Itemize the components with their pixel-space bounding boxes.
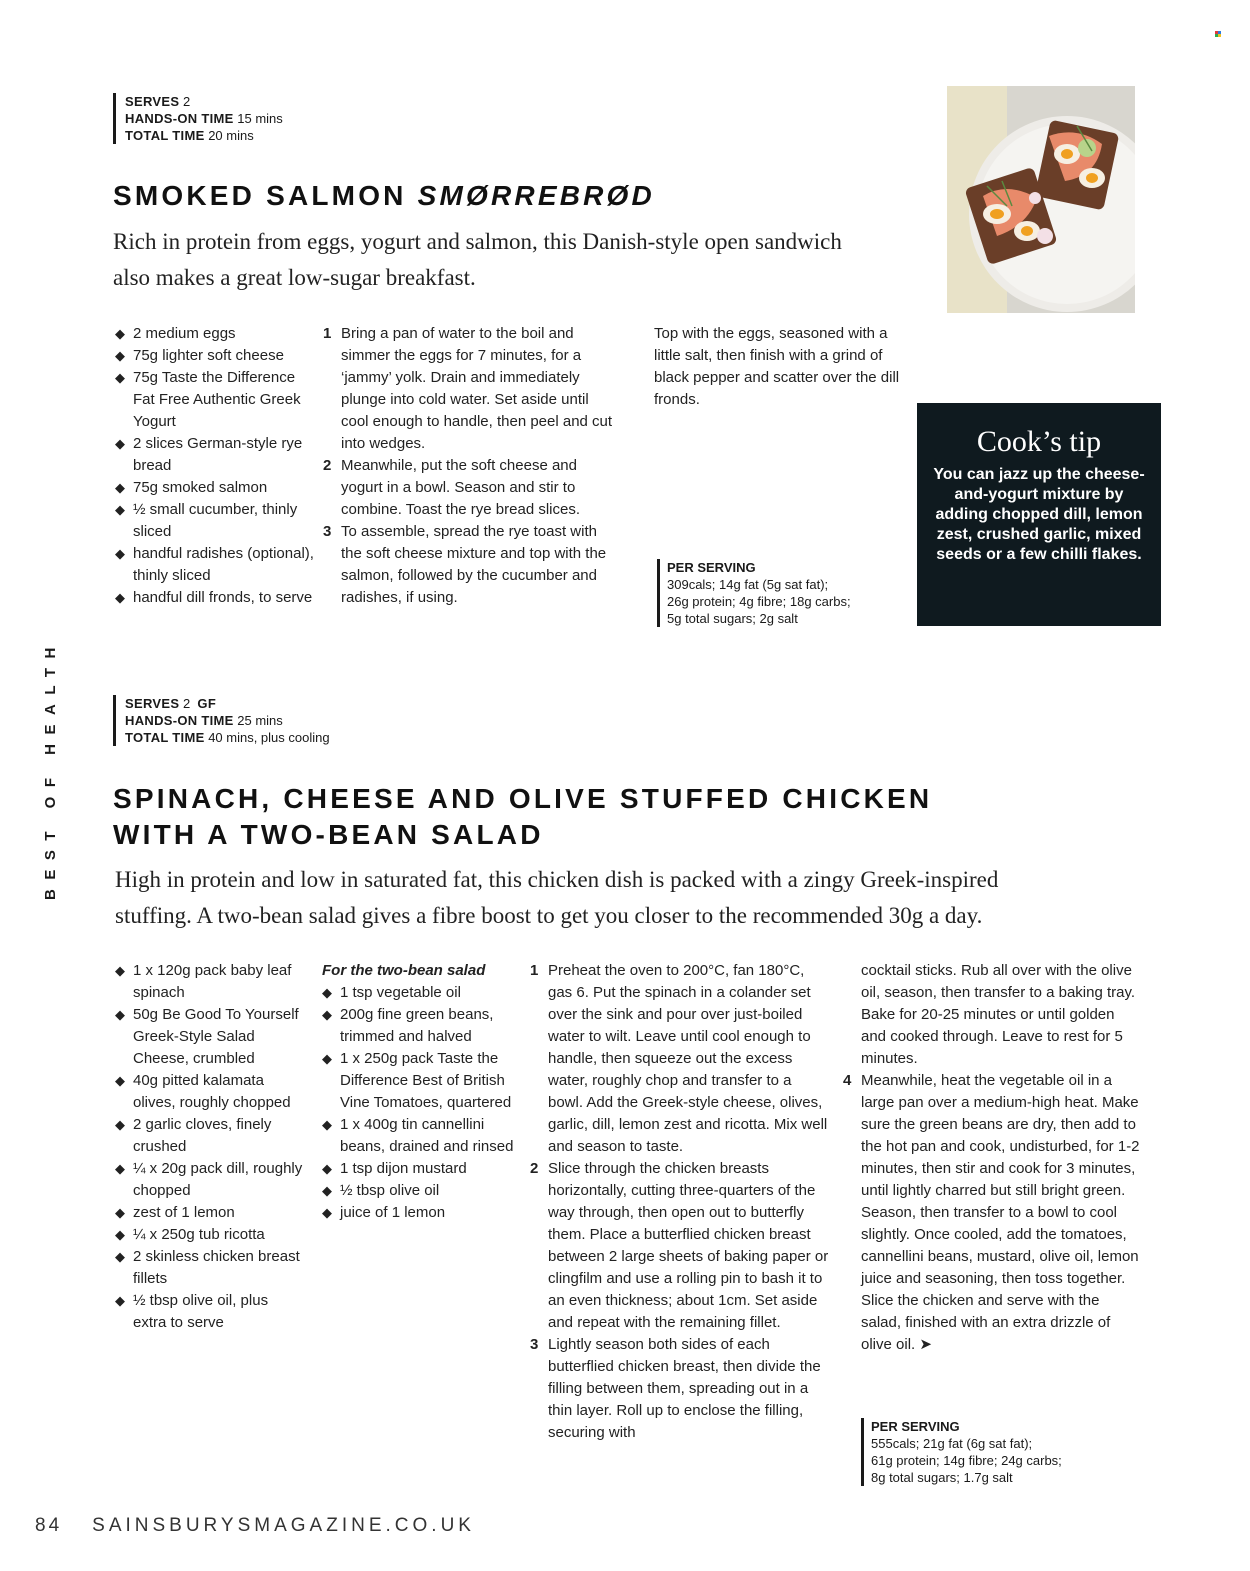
section-label: BEST OF HEALTH <box>42 638 59 900</box>
ingredient: ◆ handful dill fronds, to serve <box>115 587 315 609</box>
recipe2-salad-ingredients <box>322 960 517 1224</box>
method-step: 1 Preheat the oven to 200°C, fan 180°C, gas 6. Put the spinach in a colander set over the sink and pour over just-boiled water to wilt. Leave until cool enough to handle, then squeeze out the excess water, roughly chop and transfer to a bowl. Add the Greek-style cheese, olives, garlic, dill, lemon zest and ricotta. Mix well and season to taste. <box>530 962 828 1155</box>
method-step: 2 Slice through the chicken breasts horizontally, cutting three-quarters of the way through, then open out to butterfly them. Place a butterflied chicken breast between 2 large sheets of baking paper or clingfilm and use a rolling pin to bash it to an even thickness; about 1cm. Set aside and repeat with the remaining fillet. <box>530 1160 829 1331</box>
ingredient: ◆ ½ tbsp olive oil, plus extra to serve <box>115 1290 305 1334</box>
ingredient: ◆ ¼ x 250g tub ricotta <box>115 1224 305 1246</box>
continue-arrow-icon: ➤ <box>919 1336 932 1353</box>
ingredient: ◆ 1 tsp dijon mustard <box>322 1158 517 1180</box>
salad-heading: For the two-bean salad <box>322 962 486 979</box>
recipe1-meta: SERVES 2 HANDS-ON TIME 15 mins TOTAL TIME 20 mins <box>113 93 283 144</box>
ingredient: ◆ 75g Taste the Difference Fat Free Authentic Greek Yogurt <box>115 367 315 433</box>
ingredient: ◆ 2 slices German-style rye bread <box>115 433 315 477</box>
multicolor-dot-icon <box>1215 31 1221 37</box>
ingredient: ◆ 1 x 400g tin cannellini beans, drained and rinsed <box>322 1114 517 1158</box>
ingredient: ◆ 200g fine green beans, trimmed and halved <box>322 1004 517 1048</box>
ingredient: ◆ 75g smoked salmon <box>115 477 315 499</box>
recipe2-title: SPINACH, CHEESE AND OLIVE STUFFED CHICKEN WITH A TWO-BEAN SALAD <box>113 783 933 850</box>
ingredient: ◆ 2 skinless chicken breast fillets <box>115 1246 305 1290</box>
ingredient: ◆ 2 garlic cloves, finely crushed <box>115 1114 305 1158</box>
recipe2-method-continued: cocktail sticks. Rub all over with the olive oil, season, then transfer to a baking tray. Bake for 20-25 minutes or until golden and cooked through. Leave to rest for 5 minutes. 4 Meanwhile, heat the vegetable oil in a large pan over a medium-high heat. Make sure the green beans are dry, then add to the hot pan and cook, undisturbed, for 1-2 minutes, then stir and cook for 3 minutes, until lightly charred but still bright green. Season, then transfer to a bowl to cool slightly. Once cooled, add the tomatoes, cannellini beans, mustard, olive oil, lemon juice and seasoning, then toss together. Slice the chicken and serve with the salad, finished with an extra drizzle of olive oil. ➤ <box>843 960 1143 1356</box>
ingredient: ◆ juice of 1 lemon <box>322 1202 517 1224</box>
method-step: 3 Lightly season both sides of each butterflied chicken breast, then divide the filling between them, spreading out in a thin layer. Roll up to enclose the filling, securing with <box>530 1336 821 1441</box>
ingredient: ◆ 1 x 250g pack Taste the Difference Best of British Vine Tomatoes, quartered <box>322 1048 517 1114</box>
ingredient: ◆ 50g Be Good To Yourself Greek-Style Salad Cheese, crumbled <box>115 1004 305 1070</box>
method-step: 4 Meanwhile, heat the vegetable oil in a large pan over a medium-high heat. Make sure the green beans are dry, then add to the hot pan and cook, undisturbed, for 1-2 minutes, then stir and cook for 3 minutes, until lightly charred but still bright green. Season, then transfer to a bowl to cool slightly. Once cooled, add the tomatoes, cannellini beans, mustard, olive oil, lemon juice and seasoning, then toss together. Slice the chicken and serve with the salad, finished with an extra drizzle of olive oil. ➤ <box>843 1072 1140 1353</box>
ingredient: ◆ ½ small cucumber, thinly sliced <box>115 499 315 543</box>
page-footer <box>35 1515 475 1537</box>
ingredient: ◆ 75g lighter soft cheese <box>115 345 315 367</box>
recipe2-nutrition: PER SERVING 555cals; 21g fat (6g sat fat); 61g protein; 14g fibre; 24g carbs; 8g total sugars; 1.7g salt <box>861 1418 1062 1486</box>
recipe1-ingredients <box>115 323 315 609</box>
recipe2-meta: SERVES 2 GF HANDS-ON TIME 25 mins TOTAL TIME 40 mins, plus cooling <box>113 695 330 746</box>
ingredient: ◆ ½ tbsp olive oil <box>322 1180 517 1202</box>
method-step: 1 Bring a pan of water to the boil and simmer the eggs for 7 minutes, for a ‘jammy’ yolk. Drain and immediately plunge into cold water. Set aside until cool enough to handle, then peel and cut into wedges. <box>323 325 613 452</box>
recipe2-method <box>530 960 830 1444</box>
ingredient: ◆ handful radishes (optional), thinly sliced <box>115 543 315 587</box>
recipe1-nutrition: PER SERVING 309cals; 14g fat (5g sat fat); 26g protein; 4g fibre; 18g carbs; 5g total sugars; 2g salt <box>657 559 851 627</box>
recipe1-intro: Rich in protein from eggs, yogurt and salmon, this Danish-style open sandwich also makes a great low-sugar breakfast. <box>113 229 842 290</box>
method-step: 2 Meanwhile, put the soft cheese and yogurt in a bowl. Season and stir to combine. Toast the rye bread slices. <box>323 457 581 518</box>
recipe2-intro: High in protein and low in saturated fat, this chicken dish is packed with a zingy Greek-inspired stuffing. A two-bean salad gives a fibre boost to get you closer to the recommended 30g a day. <box>115 867 999 928</box>
smorrebrod-photo <box>947 86 1135 313</box>
recipe1-method-continued: Top with the eggs, seasoned with a little salt, then finish with a grind of black pepper and scatter over the dill fronds. <box>654 325 900 408</box>
recipe1-title: SMOKED SALMON SMØRREBRØD <box>113 180 655 211</box>
method-step: 3 To assemble, spread the rye toast with the soft cheese mixture and top with the salmon, followed by the cucumber and radishes, if using. <box>323 523 607 606</box>
cooks-tip-body: You can jazz up the cheese-and-yogurt mixture by adding chopped dill, lemon zest, crushed garlic, mixed seeds or a few chilli flakes. <box>933 466 1145 563</box>
ingredient: ◆ 2 medium eggs <box>115 323 315 345</box>
recipe1-method <box>323 323 613 609</box>
recipe2-ingredients <box>115 960 305 1334</box>
ingredient: ◆ ¼ x 20g pack dill, roughly chopped <box>115 1158 305 1202</box>
cooks-tip-box <box>917 403 1161 626</box>
ingredient: ◆ 1 x 120g pack baby leaf spinach <box>115 960 305 1004</box>
ingredient: ◆ zest of 1 lemon <box>115 1202 305 1224</box>
cooks-tip-title: Cook’s tip <box>976 425 1102 458</box>
ingredient: ◆ 40g pitted kalamata olives, roughly chopped <box>115 1070 305 1114</box>
ingredient: ◆ 1 tsp vegetable oil <box>322 982 517 1004</box>
page-number: 84 <box>35 1515 63 1536</box>
footer-site: SAINSBURYSMAGAZINE.CO.UK <box>92 1515 475 1536</box>
